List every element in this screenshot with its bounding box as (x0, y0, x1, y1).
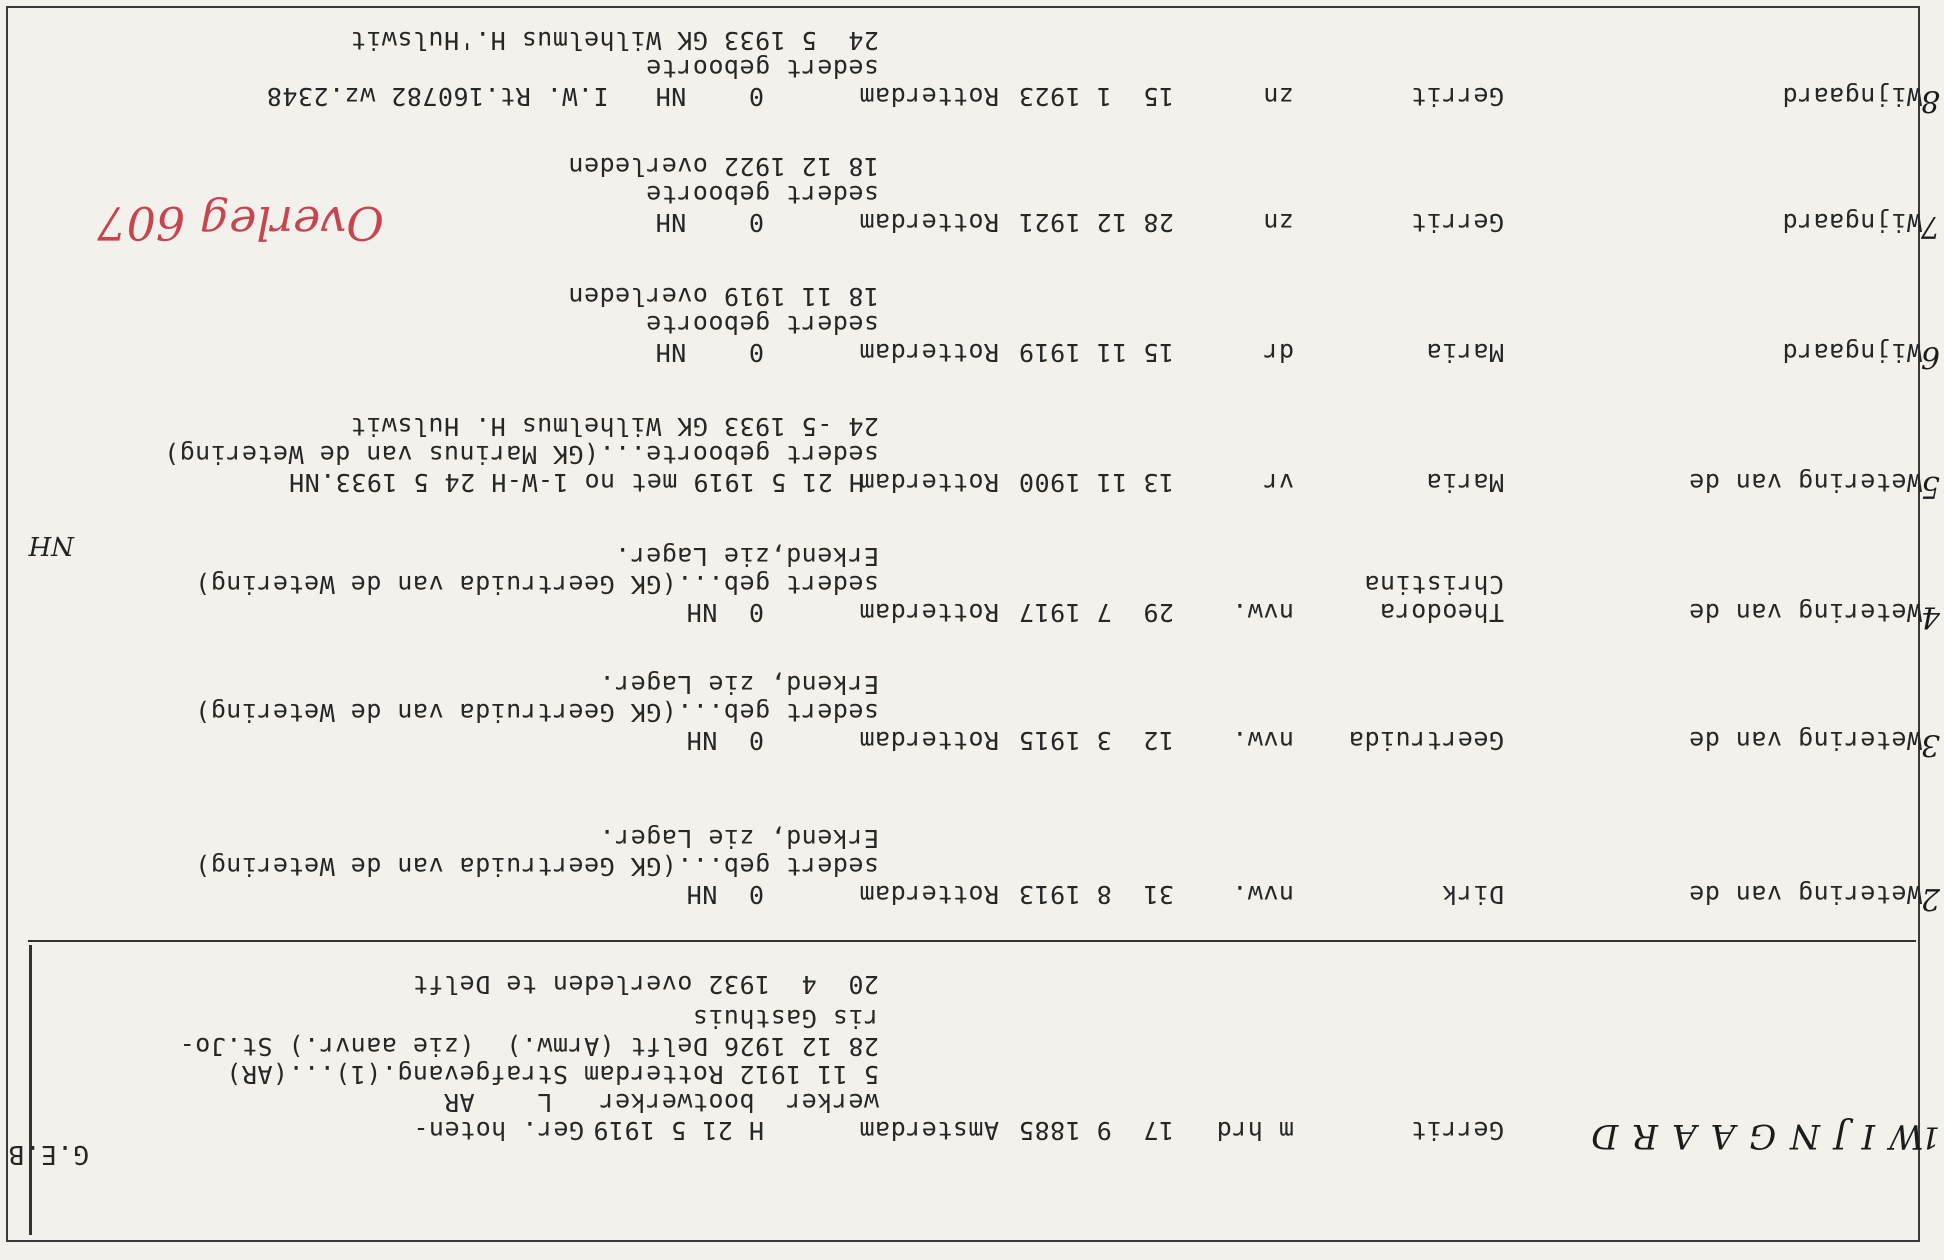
given-name: Gerrit (1410, 208, 1504, 237)
card-divider-horizontal (28, 940, 1916, 942)
note: sedert geboorte (645, 310, 879, 339)
birth-date: 17 9 1885 (1018, 1116, 1174, 1145)
note: 24 -5 1933 GK Wilhelmus H. Hulswit (350, 412, 879, 441)
person-number: 1 (1920, 1119, 1940, 1154)
marriage: 0 NH I.W. Rt.160782 wz.2348 (266, 82, 764, 111)
person-number: 4 (1920, 599, 1940, 634)
note: 28 12 1926 Delft (Armw.) (zie aanvr.) St.Jo- (179, 1032, 879, 1061)
relation: dr (1262, 338, 1294, 367)
birth-place: Rotterdam (859, 208, 999, 237)
handwritten-nh-mark: NH (28, 530, 74, 560)
relation: nvw. (1231, 598, 1294, 627)
note: sedert geb...(GK Geertruida van de Wetering) (194, 698, 879, 727)
note: 5 11 1912 Rotterdam Strafgevang.(1)...(AR) (225, 1060, 879, 1089)
marriage: 0 NH (686, 598, 764, 627)
note: 18 11 1919 overleden (567, 282, 879, 311)
note: sedert geb...(GK Geertruida van de Wetering) (194, 852, 879, 881)
person-number: 6 (1920, 339, 1940, 374)
birth-place: Rotterdam (859, 880, 999, 909)
birth-place: Rotterdam (859, 726, 999, 755)
initials: G.E.B (8, 1139, 89, 1169)
surname: Wetering van de (1688, 880, 1922, 909)
relation: zn (1262, 82, 1294, 111)
relation: nvw. (1231, 880, 1294, 909)
birth-date: 15 11 1919 (1018, 338, 1174, 367)
birth-place: Rotterdam (859, 598, 999, 627)
person-number: 2 (1920, 881, 1940, 916)
note: 20 4 1932 overleden te Delft (412, 970, 879, 999)
birth-place: Rotterdam (859, 338, 999, 367)
surname: Wetering van de (1688, 726, 1922, 755)
birth-date: 12 3 1915 (1018, 726, 1174, 755)
note: sedert geboorte (645, 180, 879, 209)
birth-place: Rotterdam (859, 82, 999, 111)
card-divider-vertical (29, 945, 32, 1235)
marriage: 0 NH (655, 338, 764, 367)
note: Ger. hoten- (412, 1116, 584, 1145)
person-number: 8 (1920, 83, 1940, 118)
relation: vr (1262, 468, 1294, 497)
note: 18 12 1922 overleden (567, 152, 879, 181)
relation: nvw. (1231, 726, 1294, 755)
given-name: Geertruida (1348, 726, 1504, 755)
birth-place: Rotterdam (859, 468, 999, 497)
birth-date: 29 7 1917 (1018, 598, 1174, 627)
note: Erkend, zie Lager. (599, 670, 879, 699)
marriage: H 21 5 1919 (592, 1116, 764, 1145)
marriage: 0 NH (686, 880, 764, 909)
given-name: Maria (1426, 338, 1504, 367)
birth-date: 31 8 1913 (1018, 880, 1174, 909)
surname: Wijngaard (1782, 82, 1922, 111)
birth-place: Amsterdam (859, 1116, 999, 1145)
marriage: H 21 5 1919 met no 1-W-H 24 5 1933.NH (288, 468, 864, 497)
relation: m hrd (1216, 1116, 1294, 1145)
note: sedert geboorte (645, 54, 879, 83)
birth-date: 28 12 1921 (1018, 208, 1174, 237)
person-number: 3 (1920, 727, 1940, 762)
note: sedert geb...(GK Geertruida van de Wetering) (194, 570, 879, 599)
note: 24 5 1933 GK Wilhelmus H.'Hulswit (350, 26, 879, 55)
surname: Wijngaard (1782, 208, 1922, 237)
given-name: Dirk (1441, 880, 1504, 909)
given-name: Theodora (1379, 598, 1504, 627)
person-number: 5 (1920, 469, 1940, 504)
note: ris Gasthuis (692, 1004, 879, 1033)
surname: Wetering van de (1688, 598, 1922, 627)
note: Erkend, zie Lager. (599, 824, 879, 853)
birth-date: 13 11 1900 (1018, 468, 1174, 497)
note: Erkend,zie Lager. (614, 542, 879, 571)
relation: zn (1262, 208, 1294, 237)
marriage: 0 NH (686, 726, 764, 755)
surname-header: WIJNGAARD (1577, 1116, 1924, 1156)
given-name: Gerrit (1410, 82, 1504, 111)
surname: Wetering van de (1688, 468, 1922, 497)
given-name-2: Christina (1364, 570, 1504, 599)
birth-date: 15 1 1923 (1018, 82, 1174, 111)
surname: Wijngaard (1782, 338, 1922, 367)
note: sedert geboorte...(GK Marinus van de Wetering) (163, 440, 879, 469)
marriage: 0 NH (655, 208, 764, 237)
note: werker bootwerker L AR (443, 1088, 879, 1117)
person-number: 7 (1920, 209, 1940, 244)
red-handwritten-note: Overleg 607 (97, 196, 384, 250)
given-name: Maria (1426, 468, 1504, 497)
given-name: Gerrit (1410, 1116, 1504, 1145)
